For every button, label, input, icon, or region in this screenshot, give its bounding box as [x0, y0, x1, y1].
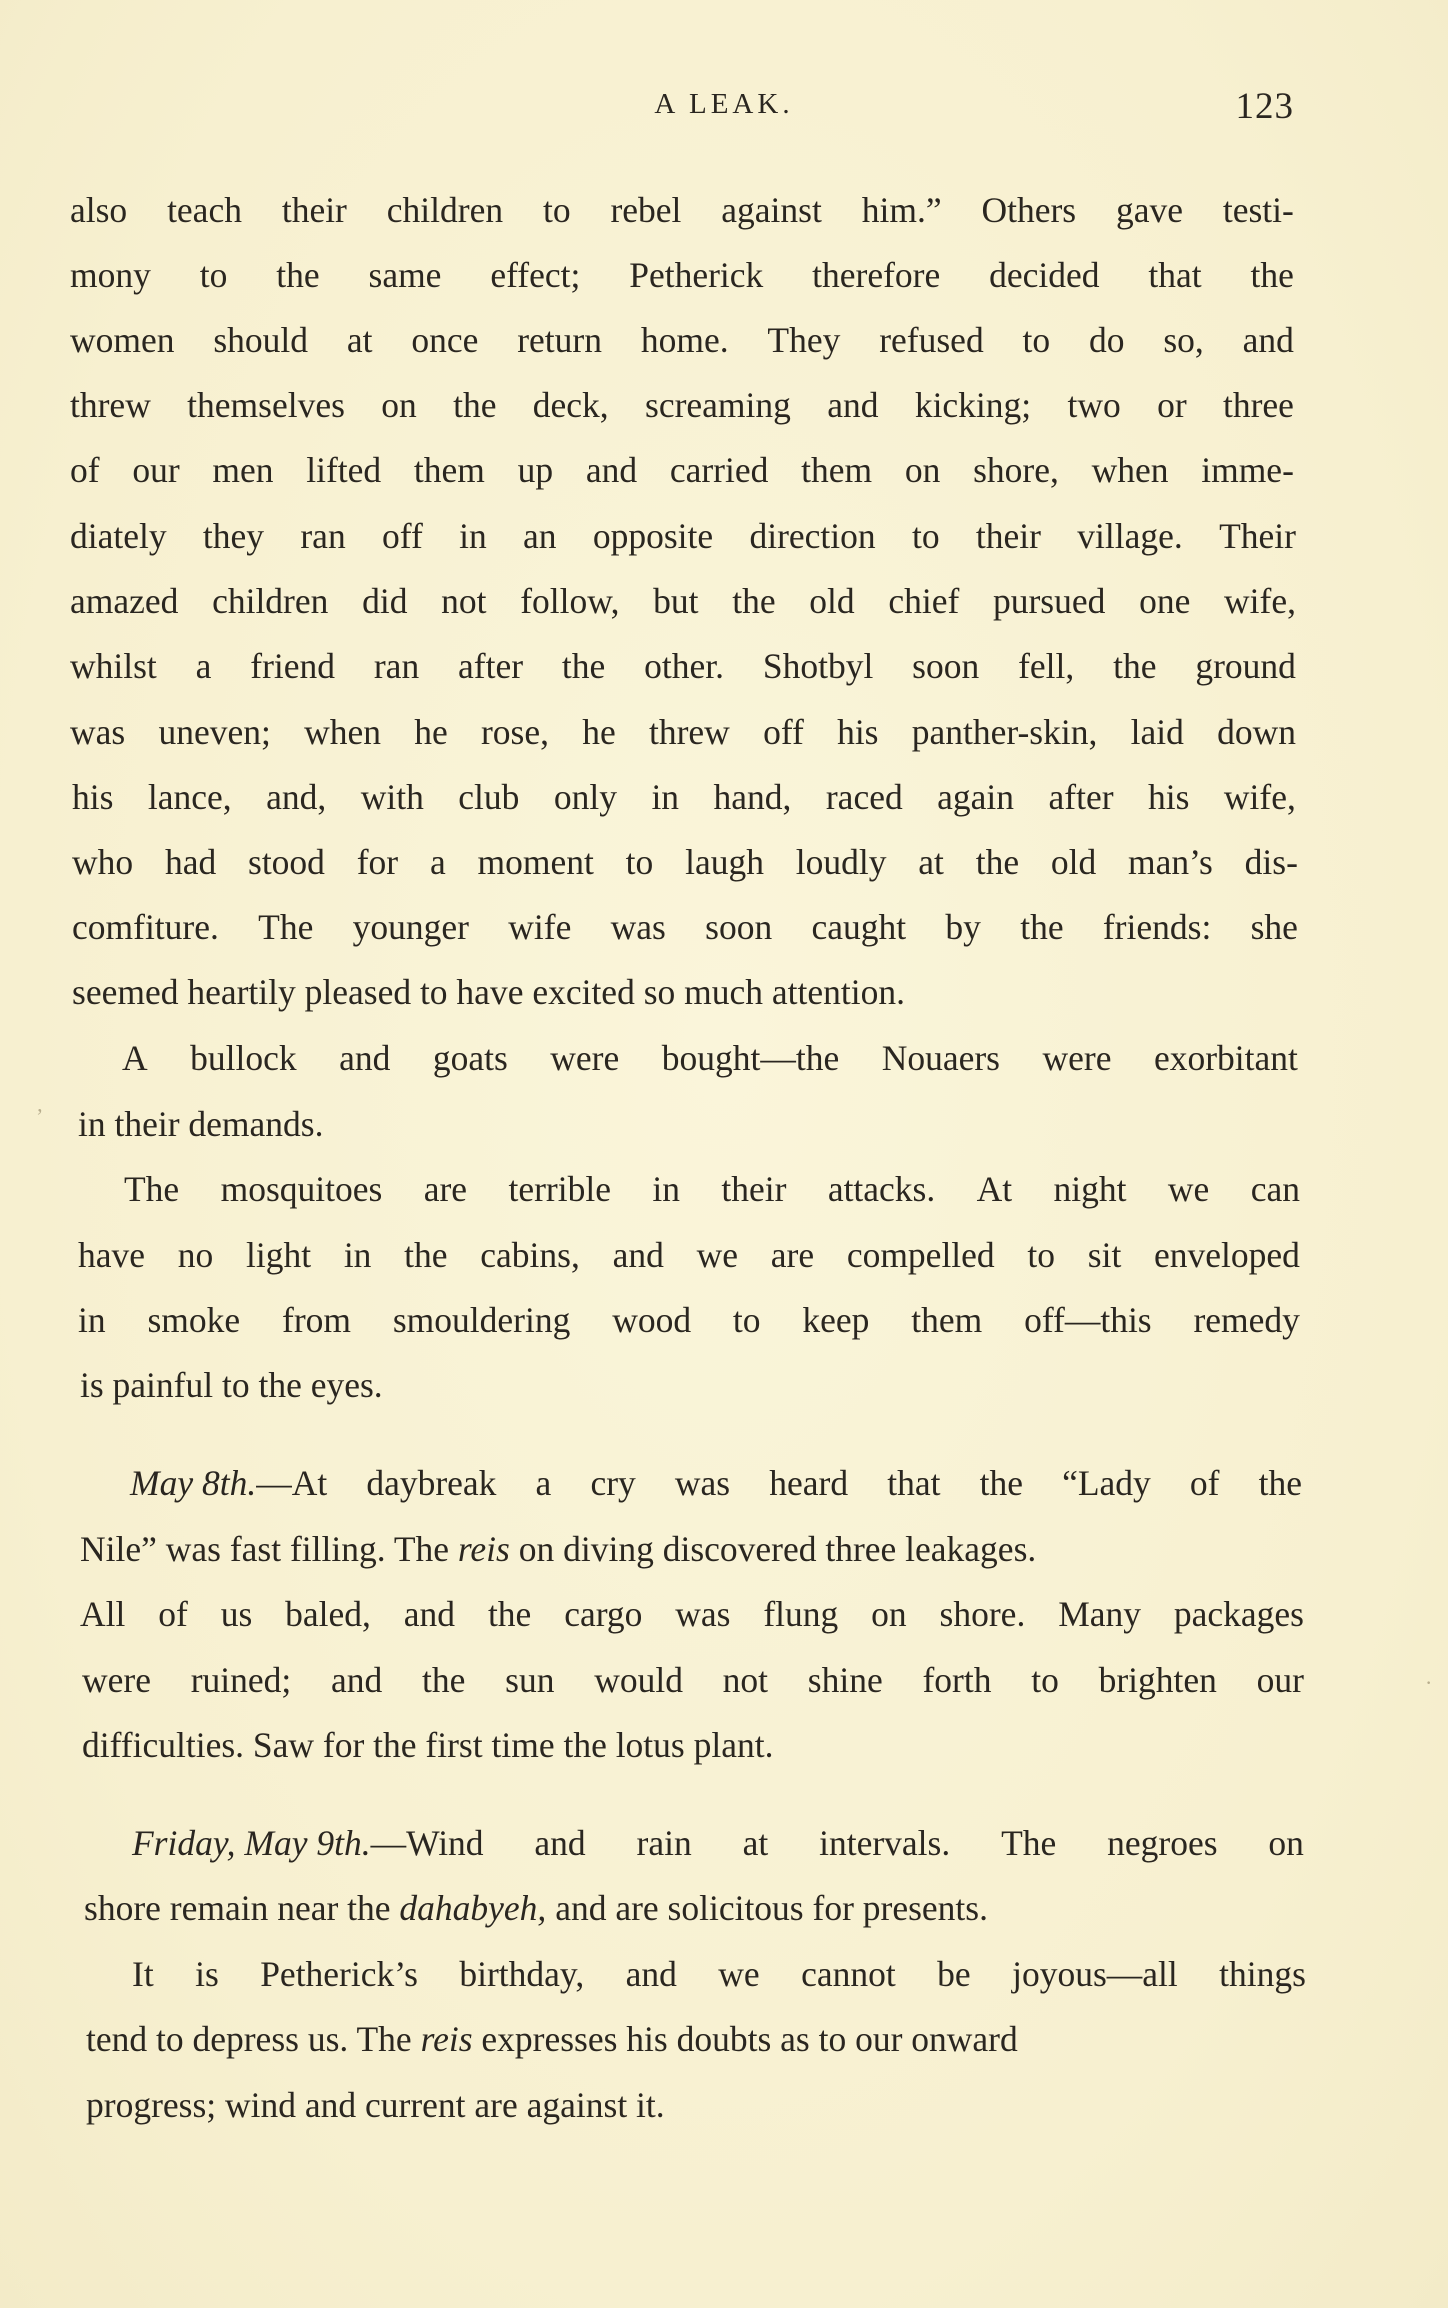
word: direction	[749, 516, 876, 556]
word: rain	[636, 1823, 692, 1863]
word: at	[346, 320, 373, 360]
word: testi-	[1222, 190, 1294, 230]
word: carried	[669, 450, 769, 490]
word: our	[132, 450, 180, 490]
word: of	[70, 450, 100, 490]
word: follow,	[520, 581, 620, 621]
text-line: progress; wind and current are against it.	[86, 2085, 665, 2125]
word: amazed	[70, 581, 179, 621]
word: sun	[505, 1660, 555, 1700]
page-number: 123	[1235, 86, 1294, 127]
word: and	[612, 1235, 664, 1275]
word: stood	[248, 842, 325, 882]
word: our	[1256, 1660, 1304, 1700]
word: the	[1113, 646, 1157, 686]
text-line	[72, 840, 1298, 884]
word: of	[1189, 1463, 1220, 1503]
word: things	[1219, 1954, 1306, 1994]
word: daybreak	[366, 1463, 497, 1503]
word: bought—the	[661, 1038, 840, 1078]
word: loudly	[795, 842, 887, 882]
text-line	[132, 1952, 1306, 1996]
word: at	[742, 1823, 769, 1863]
text-line	[70, 448, 1294, 492]
text-line	[132, 1821, 1304, 1865]
entry-text	[371, 1821, 1304, 1865]
word: cargo	[564, 1594, 643, 1634]
word: his	[837, 712, 879, 752]
text-line	[70, 188, 1294, 232]
word: wife,	[1223, 777, 1296, 817]
word: he	[582, 712, 616, 752]
word: a	[535, 1463, 552, 1503]
word: in	[459, 516, 487, 556]
word: three	[1222, 385, 1294, 425]
word: and	[339, 1038, 391, 1078]
word: “Lady	[1062, 1463, 1151, 1503]
word: not	[441, 581, 487, 621]
word: the	[453, 385, 497, 425]
word: in	[652, 1169, 680, 1209]
word: They	[767, 320, 841, 360]
word: remedy	[1193, 1300, 1300, 1340]
word: return	[517, 320, 602, 360]
word: the	[404, 1235, 448, 1275]
word: would	[594, 1660, 683, 1700]
word: was	[610, 907, 666, 947]
word: from	[282, 1300, 352, 1340]
word: off	[763, 712, 804, 752]
word: their	[975, 516, 1041, 556]
word: was	[674, 1463, 731, 1503]
page-header	[0, 88, 1448, 138]
text-line	[124, 1167, 1300, 1211]
word: and	[585, 450, 638, 490]
word: laid	[1130, 712, 1184, 752]
word: on	[904, 450, 941, 490]
word: on	[1268, 1823, 1304, 1863]
word: the	[732, 581, 776, 621]
word: them	[413, 450, 485, 490]
text-line	[72, 905, 1298, 949]
word: were	[1042, 1038, 1112, 1078]
word: mony	[70, 255, 151, 295]
word: gave	[1115, 190, 1183, 230]
word: them	[801, 450, 873, 490]
word: deck,	[532, 385, 609, 425]
word: old	[809, 581, 855, 621]
word: effect;	[490, 255, 581, 295]
text-line	[84, 1886, 988, 1930]
text-segment: Nile” was fast filling. The	[80, 1529, 458, 1569]
word: threw	[648, 712, 730, 752]
word: the	[276, 255, 320, 295]
word: refused	[879, 320, 984, 360]
word: she	[1250, 907, 1298, 947]
word: us	[220, 1594, 253, 1634]
word: are	[770, 1235, 815, 1275]
word: a	[195, 646, 212, 686]
word: wife,	[1224, 581, 1296, 621]
word: off—this	[1024, 1300, 1152, 1340]
word: forth	[922, 1660, 992, 1700]
word: Nouaers	[881, 1038, 1000, 1078]
word: old	[1050, 842, 1097, 882]
word: younger	[352, 907, 469, 947]
word: was	[675, 1594, 731, 1634]
word: women	[70, 320, 175, 360]
word: screaming	[645, 385, 791, 425]
word: negroes	[1107, 1823, 1218, 1863]
word: therefore	[812, 255, 941, 295]
word: brighten	[1098, 1660, 1217, 1700]
word: not	[722, 1660, 769, 1700]
word: and	[827, 385, 879, 425]
word: keep	[802, 1300, 870, 1340]
word: do	[1089, 320, 1125, 360]
word: on	[871, 1594, 907, 1634]
word: be	[937, 1954, 971, 1994]
word: other.	[644, 646, 724, 686]
word: their	[281, 190, 347, 230]
word: were	[550, 1038, 620, 1078]
word: It	[132, 1954, 154, 1994]
word: night	[1053, 1169, 1127, 1209]
word: and	[625, 1954, 677, 1994]
word: no	[177, 1235, 214, 1275]
word: wife	[508, 907, 572, 947]
word: mosquitoes	[220, 1169, 383, 1209]
text-line: seemed heartily pleased to have excited so much attention.	[72, 972, 905, 1012]
word: light	[245, 1235, 312, 1275]
text-line	[70, 644, 1296, 688]
word: when	[304, 712, 381, 752]
word: cabins,	[480, 1235, 580, 1275]
word: two	[1067, 385, 1121, 425]
word: to	[911, 516, 940, 556]
word: All	[80, 1594, 126, 1634]
text-line	[78, 1298, 1300, 1342]
word: are	[423, 1169, 468, 1209]
word: by	[945, 907, 981, 947]
word: the	[487, 1594, 532, 1634]
word: sit	[1087, 1235, 1122, 1275]
word: were	[82, 1660, 151, 1700]
word: threw	[70, 385, 151, 425]
word: men	[212, 450, 274, 490]
word: ruined;	[190, 1660, 292, 1700]
text-line	[72, 775, 1296, 819]
word: Petherick’s	[260, 1954, 418, 1994]
word: home.	[640, 320, 729, 360]
word: Others	[981, 190, 1077, 230]
word: to	[1031, 1660, 1059, 1700]
word: caught	[811, 907, 907, 947]
word: a	[429, 842, 446, 882]
word: against	[721, 190, 822, 230]
word: down	[1217, 712, 1296, 752]
word: after	[458, 646, 524, 686]
word: that	[1148, 255, 1202, 295]
word: with	[360, 777, 424, 817]
word: panther-skin,	[911, 712, 1098, 752]
text-line	[70, 710, 1296, 754]
word: but	[653, 581, 699, 621]
word: the	[1020, 907, 1064, 947]
word: cry	[590, 1463, 636, 1503]
word: to	[1027, 1235, 1056, 1275]
text-segment: on diving discovered three leakages.	[509, 1529, 1037, 1569]
text-line	[78, 1233, 1300, 1277]
word: should	[213, 320, 309, 360]
entry-date: Friday, May 9th.	[132, 1823, 371, 1863]
word: the	[979, 1463, 1023, 1503]
word: cannot	[801, 1954, 896, 1994]
word: club	[458, 777, 520, 817]
word: Many	[1058, 1594, 1142, 1634]
text-line	[70, 579, 1296, 623]
margin-speck: ·	[1425, 1670, 1433, 1695]
word: to	[542, 190, 571, 230]
word: —At	[256, 1463, 328, 1503]
word: ground	[1195, 646, 1296, 686]
word: same	[368, 255, 442, 295]
word: up	[517, 450, 554, 490]
word: bullock	[190, 1038, 297, 1078]
text-line	[82, 1658, 1304, 1702]
text-line	[86, 2017, 1306, 2061]
entry-text	[256, 1461, 1302, 1505]
text-line	[80, 1592, 1304, 1636]
word: smouldering	[392, 1300, 571, 1340]
word: to	[625, 842, 654, 882]
word: was	[70, 712, 126, 752]
word: lifted	[306, 450, 382, 490]
word: pursued	[992, 581, 1106, 621]
running-head: A LEAK.	[654, 88, 794, 120]
word: we	[1167, 1169, 1210, 1209]
word: in	[343, 1235, 372, 1275]
word: have	[78, 1235, 146, 1275]
word: raced	[825, 777, 903, 817]
word: At	[976, 1169, 1013, 1209]
word: his	[72, 777, 114, 817]
word: and	[1242, 320, 1294, 360]
word: opposite	[592, 516, 714, 556]
word: laugh	[685, 842, 764, 882]
word: to	[732, 1300, 761, 1340]
word: man’s	[1128, 842, 1213, 882]
word: they	[202, 516, 265, 556]
word: an	[523, 516, 557, 556]
word: friends:	[1102, 907, 1212, 947]
word: the	[561, 646, 606, 686]
word: attacks.	[827, 1169, 936, 1209]
word: comfiture.	[72, 907, 219, 947]
word: children	[386, 190, 504, 230]
word: Their	[1219, 516, 1296, 556]
word: for	[356, 842, 399, 882]
text-segment: expresses his doubts as to our onward	[472, 2019, 1018, 2059]
word: teach	[167, 190, 242, 230]
text-segment: tend to depress us. The	[86, 2019, 421, 2059]
word: terrible	[508, 1169, 611, 1209]
text-line: in their demands.	[78, 1104, 324, 1144]
word: in	[651, 777, 680, 817]
word: diately	[70, 516, 167, 556]
word: The	[1001, 1823, 1057, 1863]
word: when	[1091, 450, 1169, 490]
word: and	[403, 1594, 456, 1634]
word: village.	[1077, 516, 1183, 556]
word: hand,	[713, 777, 792, 817]
word: soon	[705, 907, 773, 947]
word: moment	[477, 842, 594, 882]
word: shine	[807, 1660, 883, 1700]
word: one	[1139, 581, 1191, 621]
word: goats	[432, 1038, 508, 1078]
word: of	[158, 1594, 188, 1634]
word: did	[362, 581, 408, 621]
word: the	[422, 1660, 466, 1700]
word: children	[212, 581, 329, 621]
word: The	[258, 907, 314, 947]
word: is	[195, 1954, 219, 1994]
word: to	[199, 255, 228, 295]
word: whilst	[70, 646, 157, 686]
word: Petherick	[629, 255, 764, 295]
word: Shotbyl	[762, 646, 874, 686]
word: shore,	[973, 450, 1059, 490]
word: flung	[763, 1594, 839, 1634]
word: the	[1258, 1463, 1302, 1503]
word: he	[414, 712, 448, 752]
word: and,	[266, 777, 327, 817]
word: only	[553, 777, 617, 817]
word: exorbitant	[1153, 1038, 1298, 1078]
word: The	[124, 1169, 180, 1209]
word: and	[331, 1660, 383, 1700]
word: we	[718, 1954, 760, 1994]
text-line	[70, 514, 1296, 558]
word: after	[1048, 777, 1114, 817]
text-segment: shore remain near the	[84, 1888, 400, 1928]
word: —Wind	[370, 1823, 484, 1863]
word: their	[721, 1169, 787, 1209]
italic-term: reis	[457, 1529, 510, 1569]
word: had	[164, 842, 217, 882]
word: we	[696, 1235, 738, 1275]
word: ran	[300, 516, 346, 556]
word: imme-	[1201, 450, 1294, 490]
word: rose,	[480, 712, 549, 752]
word: decided	[989, 255, 1100, 295]
word: and	[534, 1823, 586, 1863]
word: the	[975, 842, 1020, 882]
text-line: difficulties. Saw for the first time the lotus plant.	[82, 1725, 774, 1765]
word: who	[72, 842, 134, 882]
word: in	[78, 1300, 106, 1340]
word: soon	[912, 646, 980, 686]
word: rebel	[610, 190, 682, 230]
text-line	[80, 1527, 1302, 1571]
text-line	[70, 253, 1294, 297]
word: smoke	[147, 1300, 241, 1340]
text-line	[70, 318, 1294, 362]
text-line	[130, 1461, 1302, 1505]
word: ran	[373, 646, 420, 686]
word: dis-	[1244, 842, 1298, 882]
word: birthday,	[459, 1954, 585, 1994]
word: him.”	[861, 190, 942, 230]
margin-speck: ʼ	[36, 1104, 44, 1129]
word: A	[122, 1038, 148, 1078]
word: them	[911, 1300, 983, 1340]
word: kicking;	[914, 385, 1032, 425]
word: joyous—all	[1012, 1954, 1178, 1994]
word: baled,	[285, 1594, 371, 1634]
word: heard	[769, 1463, 849, 1503]
word: that	[887, 1463, 941, 1503]
word: also	[70, 190, 128, 230]
text-segment: and are solicitous for presents.	[546, 1888, 988, 1928]
word: friend	[250, 646, 336, 686]
word: chief	[888, 581, 960, 621]
text-line	[70, 383, 1294, 427]
word: themselves	[187, 385, 345, 425]
word: his	[1147, 777, 1190, 817]
italic-term: dahabyeh,	[399, 1888, 547, 1928]
text-line	[122, 1036, 1298, 1080]
word: wood	[612, 1300, 692, 1340]
word: enveloped	[1154, 1235, 1300, 1275]
word: packages	[1173, 1594, 1304, 1634]
word: to	[1022, 320, 1051, 360]
word: compelled	[846, 1235, 995, 1275]
word: intervals.	[819, 1823, 951, 1863]
italic-term: reis	[420, 2019, 473, 2059]
text-line: is painful to the eyes.	[80, 1365, 383, 1405]
word: once	[411, 320, 479, 360]
word: uneven;	[158, 712, 271, 752]
word: at	[918, 842, 944, 882]
word: shore.	[939, 1594, 1026, 1634]
word: on	[381, 385, 417, 425]
word: lance,	[147, 777, 232, 817]
entry-date: May 8th.	[130, 1463, 257, 1503]
word: or	[1157, 385, 1187, 425]
word: the	[1250, 255, 1294, 295]
word: can	[1250, 1169, 1300, 1209]
word: fell,	[1018, 646, 1075, 686]
word: off	[382, 516, 423, 556]
word: again	[937, 777, 1015, 817]
word: so,	[1163, 320, 1204, 360]
